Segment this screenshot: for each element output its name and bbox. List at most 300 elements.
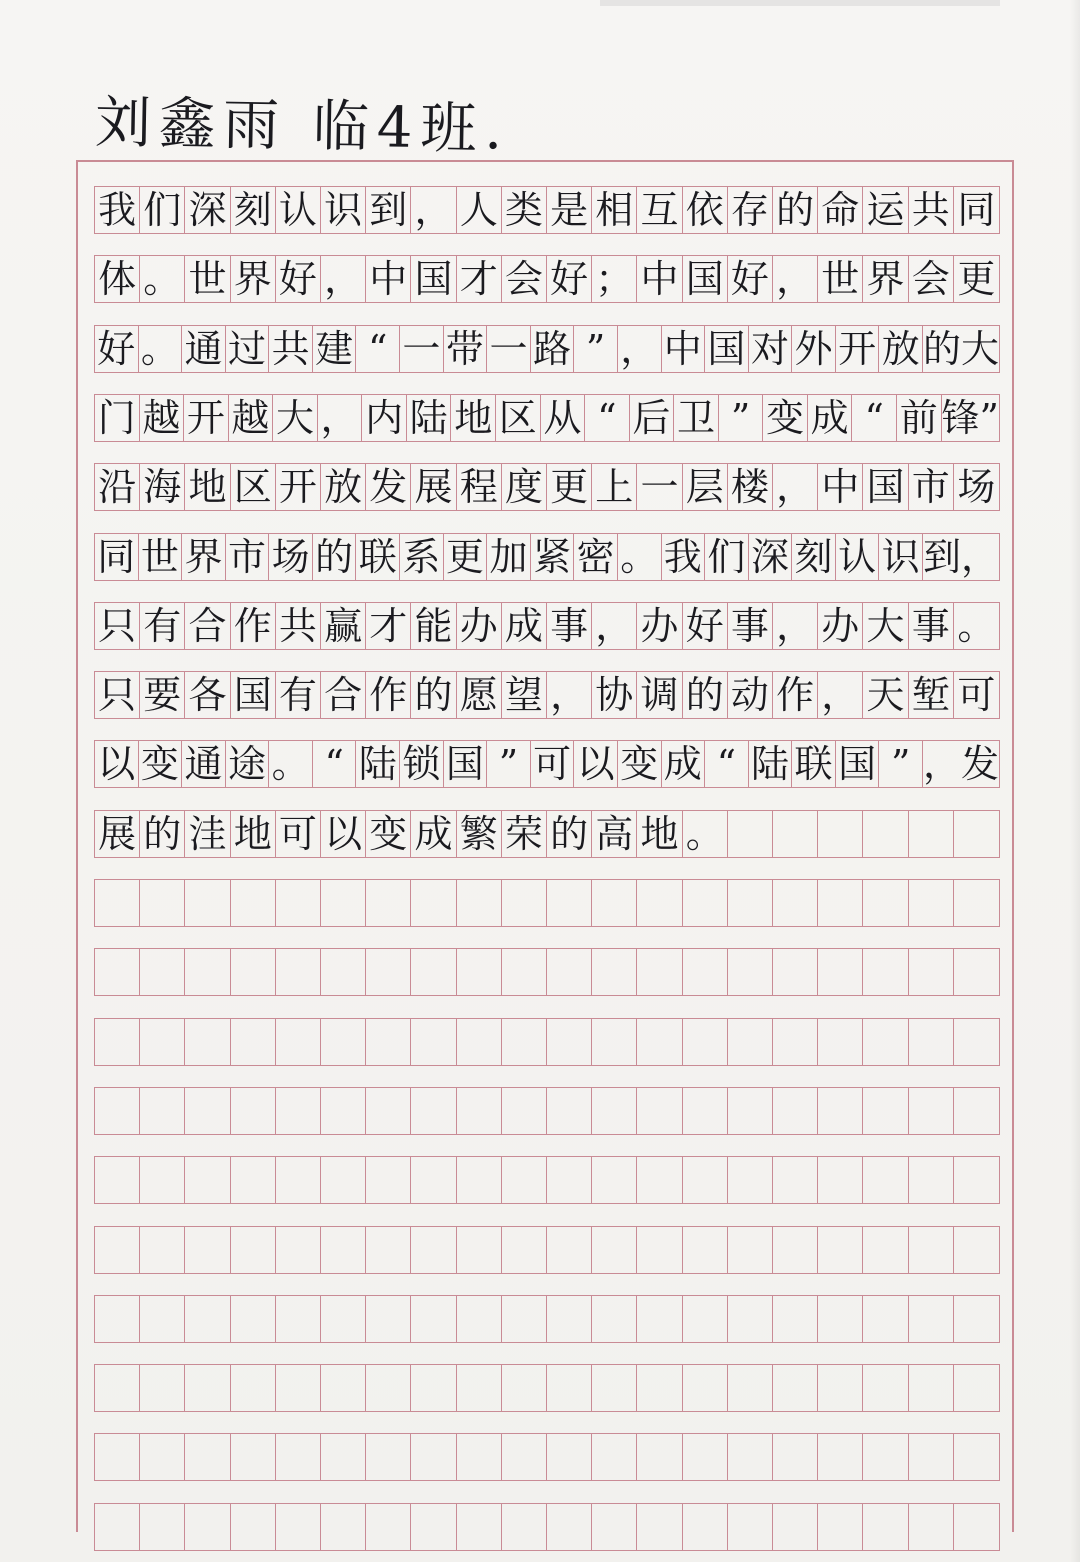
- grid-cell: [547, 1019, 592, 1065]
- grid-cell: [185, 949, 230, 995]
- grid-cell: [683, 1504, 728, 1550]
- grid-cell: [863, 1365, 908, 1411]
- grid-cell: [366, 1227, 411, 1273]
- grid-cell: [95, 1504, 140, 1550]
- grid-cell: [547, 1504, 592, 1550]
- grid-cell: 刻: [231, 187, 276, 233]
- grid-cell: 。: [269, 741, 313, 787]
- grid-cell: [728, 1019, 773, 1065]
- grid-cell: ，: [773, 603, 818, 649]
- grid-cell: 带: [444, 326, 488, 372]
- grid-cell: 好: [547, 256, 592, 302]
- grid-cell: 好: [683, 603, 728, 649]
- grid-cell: [366, 1434, 411, 1480]
- grid-cell: 展: [95, 811, 140, 857]
- grid-row: [94, 1226, 1000, 1274]
- grid-cell: 的: [313, 534, 357, 580]
- grid-cell: [231, 1434, 276, 1480]
- grid-cell: 开: [276, 464, 321, 510]
- grid-cell: 办: [818, 603, 863, 649]
- grid-cell: [95, 949, 140, 995]
- grid-cell: 中: [637, 256, 682, 302]
- grid-cell: [863, 1227, 908, 1273]
- grid-cell: 市: [909, 464, 954, 510]
- grid-cell: 。: [618, 534, 662, 580]
- grid-cell: [909, 1365, 954, 1411]
- grid-cell: [185, 1227, 230, 1273]
- grid-cell: [547, 1088, 592, 1134]
- grid-cell: 各: [185, 672, 230, 718]
- grid-cell: [592, 1365, 637, 1411]
- grid-cell: [728, 880, 773, 926]
- grid-cell: 能: [411, 603, 456, 649]
- grid-cell: 愿: [457, 672, 502, 718]
- grid-cell: [728, 1434, 773, 1480]
- grid-cell: [457, 1088, 502, 1134]
- grid-cell: 有: [276, 672, 321, 718]
- grid-cell: [366, 1019, 411, 1065]
- grid-cell: [637, 1434, 682, 1480]
- grid-cell: ，: [321, 256, 366, 302]
- grid-cell: [863, 1157, 908, 1203]
- grid-cell: ”: [574, 326, 618, 372]
- grid-cell: [863, 949, 908, 995]
- grid-cell: 办: [637, 603, 682, 649]
- grid-cell: 合: [185, 603, 230, 649]
- grid-cell: [547, 1227, 592, 1273]
- grid-cell: [954, 1157, 999, 1203]
- grid-cell: [773, 1019, 818, 1065]
- grid-cell: [728, 1157, 773, 1203]
- grid-cell: [909, 1296, 954, 1342]
- grid-cell: [592, 1227, 637, 1273]
- grid-cell: [818, 1019, 863, 1065]
- grid-cell: 作: [366, 672, 411, 718]
- grid-cell: [909, 1157, 954, 1203]
- grid-cell: 中: [662, 326, 706, 372]
- grid-cell: [411, 880, 456, 926]
- grid-cell: [637, 1019, 682, 1065]
- grid-cell: [276, 1227, 321, 1273]
- grid-cell: 更: [444, 534, 488, 580]
- grid-cell: [547, 1296, 592, 1342]
- grid-cell: 卫: [674, 395, 719, 441]
- grid-cell: [95, 1365, 140, 1411]
- grid-cell: 成: [411, 811, 456, 857]
- grid-cell: 国: [705, 326, 749, 372]
- student-name-class: 刘鑫雨 临4班.: [94, 90, 511, 163]
- grid-cell: [231, 1019, 276, 1065]
- grid-cell: [863, 1296, 908, 1342]
- grid-cell: [502, 1157, 547, 1203]
- grid-cell: 认: [836, 534, 880, 580]
- grid-cell: [276, 1019, 321, 1065]
- grid-cell: [728, 1296, 773, 1342]
- grid-row: [94, 533, 1000, 581]
- grid-cell: [863, 880, 908, 926]
- grid-cell: 从: [541, 395, 586, 441]
- grid-cell: 可: [957, 673, 996, 718]
- grid-cell: 沿: [95, 464, 140, 510]
- grid-cell: [818, 1434, 863, 1480]
- grid-cell: “: [313, 741, 357, 787]
- grid-cell: 以: [95, 741, 139, 787]
- grid-cell: 调: [637, 672, 682, 718]
- grid-cell: [321, 1088, 366, 1134]
- grid-cell: 认: [276, 187, 321, 233]
- grid-cell: 海: [140, 464, 185, 510]
- grid-cell: [502, 1227, 547, 1273]
- grid-cell: ，: [773, 256, 818, 302]
- grid-row: [94, 255, 1000, 303]
- grid-cell: [683, 1296, 728, 1342]
- grid-cell: [411, 1504, 456, 1550]
- grid-cell: [818, 880, 863, 926]
- grid-cell: [637, 1365, 682, 1411]
- grid-cell: 路: [531, 326, 575, 372]
- grid-cell: “: [585, 395, 630, 441]
- grid-cell: 的: [683, 672, 728, 718]
- grid-cell: [321, 1504, 366, 1550]
- grid-cell: [140, 880, 185, 926]
- grid-cell: [773, 811, 818, 857]
- grid-cell: 国: [411, 256, 456, 302]
- grid-cell: [185, 1019, 230, 1065]
- grid-cell: 外: [792, 326, 836, 372]
- grid-cell: 办: [457, 603, 502, 649]
- grid-cell: [231, 1088, 276, 1134]
- grid-cell: 好: [276, 256, 321, 302]
- grid-cell: 界: [182, 534, 226, 580]
- grid-cell: [276, 1504, 321, 1550]
- grid-cell: [231, 1157, 276, 1203]
- grid-cell: 国: [231, 672, 276, 718]
- grid-cell: [773, 1365, 818, 1411]
- grid-cell: [773, 1088, 818, 1134]
- grid-cell: 中: [366, 256, 411, 302]
- grid-cell: [140, 1504, 185, 1550]
- grid-cell: [231, 880, 276, 926]
- grid-cell: 高: [592, 811, 637, 857]
- grid-cell: ，: [618, 326, 662, 372]
- grid-cell: [592, 1504, 637, 1550]
- grid-cell: 依: [683, 187, 728, 233]
- grid-cell: 。: [140, 256, 185, 302]
- grid-cell: [592, 880, 637, 926]
- grid-cell: [547, 880, 592, 926]
- grid-cell: [321, 1227, 366, 1273]
- grid-cell: [773, 1434, 818, 1480]
- grid-cell: [637, 880, 682, 926]
- grid-cell: [95, 1088, 140, 1134]
- grid-cell: ”: [487, 741, 531, 787]
- grid-cell: [502, 1019, 547, 1065]
- grid-cell: 刻: [792, 534, 836, 580]
- grid-cell: 同: [95, 534, 139, 580]
- grid-cell: [231, 1296, 276, 1342]
- grid-cell: [321, 1365, 366, 1411]
- grid-row: [94, 602, 1000, 650]
- grid-cell: [95, 1157, 140, 1203]
- grid-cell: 识: [321, 187, 366, 233]
- grid-cell: [140, 1088, 185, 1134]
- grid-cell: [683, 1227, 728, 1273]
- grid-cell: [276, 880, 321, 926]
- grid-cell: 密: [574, 534, 618, 580]
- grid-cell: 共: [276, 603, 321, 649]
- grid-cell: 地: [185, 464, 230, 510]
- grid-cell: [502, 949, 547, 995]
- grid-cell: [683, 1019, 728, 1065]
- grid-cell: [502, 1434, 547, 1480]
- grid-cell: 协: [592, 672, 637, 718]
- grid-row: [94, 463, 1000, 511]
- grid-cell: 陆: [749, 741, 793, 787]
- grid-cell: 繁: [457, 811, 502, 857]
- grid-cell: [366, 1088, 411, 1134]
- grid-cell: [683, 1157, 728, 1203]
- grid-cell: 一: [487, 326, 531, 372]
- grid-cell: [411, 1227, 456, 1273]
- grid-cell: “: [356, 326, 400, 372]
- grid-cell: 系: [400, 534, 444, 580]
- grid-row: [94, 948, 1000, 996]
- grid-cell: 深: [749, 534, 793, 580]
- grid-cell: 才: [366, 603, 411, 649]
- grid-cell: 合: [321, 672, 366, 718]
- grid-cell: [502, 1088, 547, 1134]
- grid-cell: [366, 1296, 411, 1342]
- grid-cell: [185, 1434, 230, 1480]
- grid-cell: 前: [897, 395, 942, 441]
- grid-cell: 以: [321, 811, 366, 857]
- grid-cell: [818, 1157, 863, 1203]
- grid-cell: 变: [366, 811, 411, 857]
- grid-cell: [592, 949, 637, 995]
- grid-cell: 运: [863, 187, 908, 233]
- grid-cell: [909, 1504, 954, 1550]
- grid-cell: 后: [630, 395, 675, 441]
- grid-cell: 陆: [356, 741, 400, 787]
- grid-row: [94, 1087, 1000, 1135]
- grid-cell: [95, 1227, 140, 1273]
- grid-cell: 。: [957, 603, 996, 648]
- grid-cell: [773, 1296, 818, 1342]
- grid-cell: 堑: [909, 672, 954, 718]
- grid-cell: [909, 880, 954, 926]
- grid-cell: [728, 1365, 773, 1411]
- grid-cell: 体: [95, 256, 140, 302]
- grid-cell: [728, 1504, 773, 1550]
- grid-cell: [411, 1157, 456, 1203]
- paper-edge-shadow: [600, 0, 1000, 6]
- grid-cell: 锋”: [941, 395, 999, 440]
- grid-cell: 开: [836, 326, 880, 372]
- grid-cell: [818, 1365, 863, 1411]
- grid-cell: 动: [728, 672, 773, 718]
- grid-cell: [411, 1296, 456, 1342]
- grid-row: [94, 1503, 1000, 1551]
- grid-cell: ，: [773, 464, 818, 510]
- grid-cell: 锁: [400, 741, 444, 787]
- grid-cell: 放: [321, 464, 366, 510]
- grid-cell: 有: [140, 603, 185, 649]
- grid-cell: 可: [531, 741, 575, 787]
- grid-cell: 的: [547, 811, 592, 857]
- grid-cell: [411, 1365, 456, 1411]
- grid-cell: [502, 880, 547, 926]
- grid-cell: 要: [140, 672, 185, 718]
- grid-cell: [592, 1157, 637, 1203]
- grid-cell: 对: [749, 326, 793, 372]
- grid-cell: [411, 949, 456, 995]
- grid-cell: [728, 949, 773, 995]
- grid-cell: 好: [728, 256, 773, 302]
- grid-cell: [95, 880, 140, 926]
- grid-cell: 荣: [502, 811, 547, 857]
- grid-cell: 通: [182, 741, 226, 787]
- grid-cell: [592, 1088, 637, 1134]
- grid-cell: 存: [728, 187, 773, 233]
- grid-cell: 国: [444, 741, 488, 787]
- grid-cell: 望: [502, 672, 547, 718]
- grid-cell: 通: [182, 326, 226, 372]
- grid-cell: 才: [457, 256, 502, 302]
- grid-row: [94, 879, 1000, 927]
- grid-cell: 同: [957, 188, 996, 232]
- grid-cell: ，: [592, 603, 637, 649]
- grid-cell: 度: [502, 464, 547, 510]
- grid-cell: 的: [773, 187, 818, 233]
- grid-cell: [773, 949, 818, 995]
- grid-cell: [366, 880, 411, 926]
- grid-row: [94, 325, 1000, 373]
- grid-cell: [683, 1434, 728, 1480]
- grid-cell: [637, 1504, 682, 1550]
- grid-cell: [502, 1296, 547, 1342]
- grid-cell: 紧: [531, 534, 575, 580]
- grid-cell: 以: [574, 741, 618, 787]
- grid-cell: [140, 1365, 185, 1411]
- grid-cell: 我: [662, 534, 706, 580]
- grid-cell: [773, 1157, 818, 1203]
- grid-cell: [954, 1434, 999, 1480]
- grid-cell: 层: [683, 464, 728, 510]
- grid-cell: [728, 811, 773, 857]
- grid-cell: [502, 1504, 547, 1550]
- grid-cell: 门: [95, 395, 140, 441]
- grid-cell: 中: [818, 464, 863, 510]
- grid-cell: [457, 1019, 502, 1065]
- grid-cell: 建: [313, 326, 357, 372]
- grid-cell: [637, 1227, 682, 1273]
- grid-cell: [185, 1157, 230, 1203]
- grid-cell: [140, 949, 185, 995]
- grid-cell: [547, 1365, 592, 1411]
- scan-edge-shadow: [1070, 0, 1080, 1562]
- grid-cell: [276, 949, 321, 995]
- grid-cell: [140, 1019, 185, 1065]
- grid-cell: [683, 1088, 728, 1134]
- grid-cell: [863, 1434, 908, 1480]
- grid-row: [94, 186, 1000, 234]
- grid-cell: 更: [957, 257, 996, 302]
- grid-cell: [818, 1504, 863, 1550]
- grid-cell: [863, 1504, 908, 1550]
- grid-cell: [276, 1157, 321, 1203]
- grid-cell: 陆: [407, 395, 452, 441]
- grid-cell: ，: [818, 672, 863, 718]
- grid-cell: [231, 1365, 276, 1411]
- grid-cell: 作: [231, 603, 276, 649]
- grid-cell: ，发: [922, 742, 999, 787]
- grid-cell: 是: [547, 187, 592, 233]
- grid-row: [94, 1433, 1000, 1481]
- grid-cell: ”: [719, 395, 764, 441]
- grid-cell: 赢: [321, 603, 366, 649]
- grid-cell: 的: [411, 672, 456, 718]
- grid-cell: [411, 1434, 456, 1480]
- grid-cell: 地: [231, 811, 276, 857]
- grid-cell: 成: [502, 603, 547, 649]
- grid-cell: 加: [487, 534, 531, 580]
- grid-cell: [321, 1157, 366, 1203]
- grid-cell: 发: [366, 464, 411, 510]
- grid-cell: [457, 1227, 502, 1273]
- grid-cell: [366, 1157, 411, 1203]
- grid-cell: [457, 1296, 502, 1342]
- grid-cell: 国: [836, 741, 880, 787]
- grid-cell: [321, 1296, 366, 1342]
- grid-cell: 联: [792, 741, 836, 787]
- grid-cell: 作: [773, 672, 818, 718]
- grid-cell: [321, 1434, 366, 1480]
- grid-cell: [457, 1157, 502, 1203]
- grid-cell: 世: [139, 534, 183, 580]
- grid-cell: [637, 1157, 682, 1203]
- grid-cell: 更: [547, 464, 592, 510]
- grid-cell: [773, 880, 818, 926]
- grid-cell: 界: [231, 256, 276, 302]
- grid-cell: “: [705, 741, 749, 787]
- grid-cell: [457, 880, 502, 926]
- grid-cell: [909, 1434, 954, 1480]
- grid-cell: ，: [547, 672, 592, 718]
- grid-cell: [185, 1088, 230, 1134]
- grid-cell: [140, 1434, 185, 1480]
- grid-cell: [140, 1227, 185, 1273]
- grid-cell: 命: [818, 187, 863, 233]
- grid-cell: 国: [863, 464, 908, 510]
- grid-cell: ，: [411, 187, 456, 233]
- grid-cell: [95, 1434, 140, 1480]
- grid-cell: [954, 880, 999, 926]
- grid-row: [94, 1018, 1000, 1066]
- grid-cell: 成: [662, 741, 706, 787]
- grid-cell: 洼: [185, 811, 230, 857]
- grid-cell: “: [852, 395, 897, 441]
- grid-cell: [954, 1504, 999, 1550]
- grid-cell: ；: [592, 256, 637, 302]
- grid-cell: 程: [457, 464, 502, 510]
- grid-cell: [95, 1296, 140, 1342]
- grid-cell: 场: [957, 465, 996, 510]
- grid-cell: 们: [705, 534, 749, 580]
- grid-cell: 区: [496, 395, 541, 441]
- grid-cell: [321, 949, 366, 995]
- grid-cell: [592, 1296, 637, 1342]
- grid-cell: 深: [185, 187, 230, 233]
